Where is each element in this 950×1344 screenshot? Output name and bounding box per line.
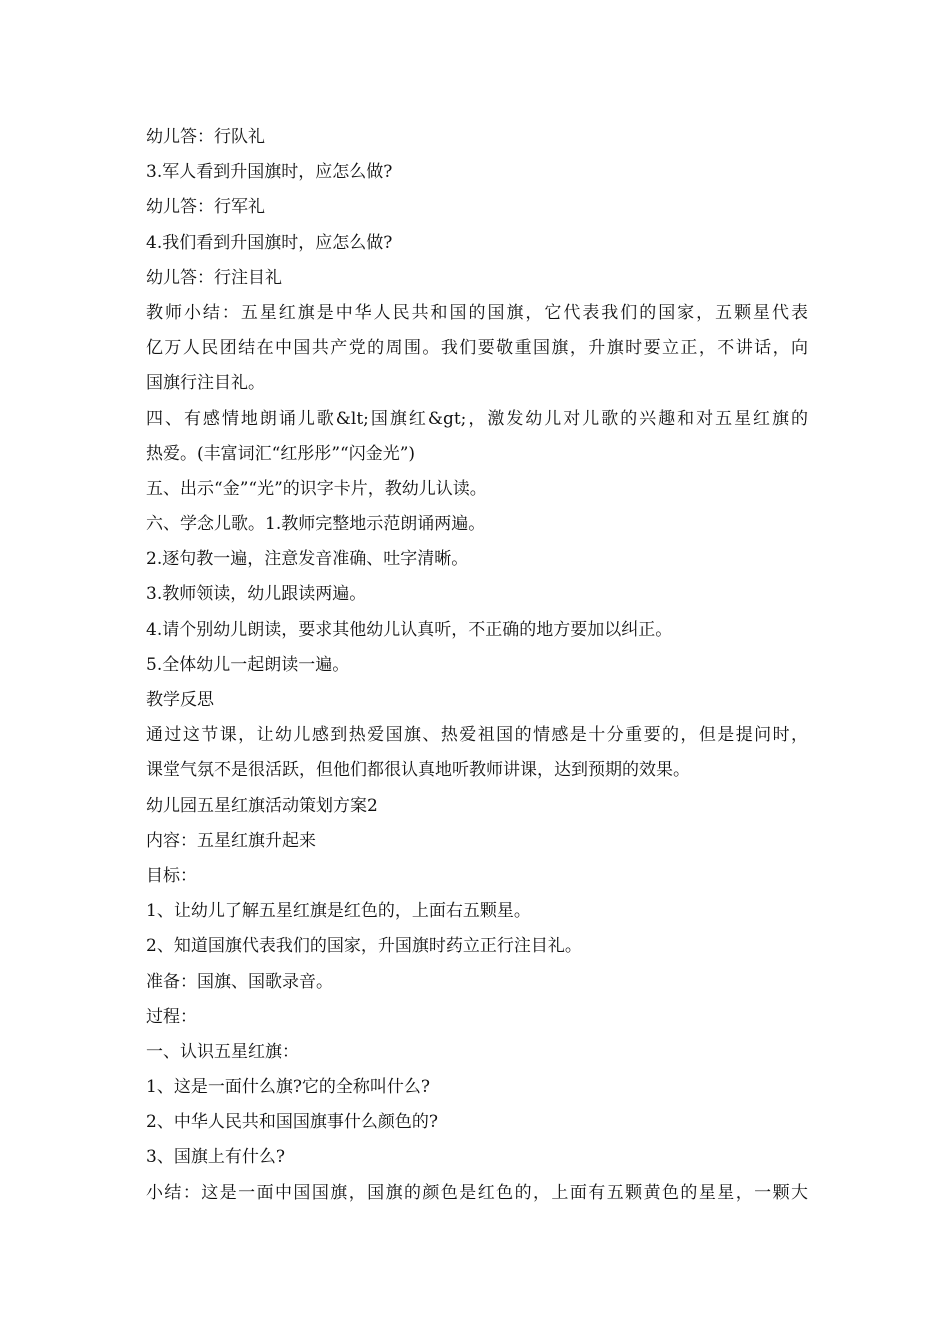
section-heading: 教学反思 [146, 690, 214, 710]
text-line: 目标： [146, 865, 197, 886]
text-line: 幼儿答：行军礼 [146, 197, 265, 218]
text-line: 亿万人民团结在中国共产党的周围。我们要敬重国旗，升旗时要立正，不讲话，向 [146, 338, 808, 359]
text-line: 内容：五星红旗升起来 [146, 830, 316, 851]
text-line: 过程： [146, 1006, 197, 1027]
text-line: 2、知道国旗代表我们的国家，升国旗时药立正行注目礼。 [146, 936, 582, 957]
document-body [146, 120, 808, 1211]
text-line: 五、出示“金”“光”的识字卡片，教幼儿认读。 [146, 478, 487, 499]
text-line: 教师小结：五星红旗是中华人民共和国的国旗，它代表我们的国家，五颗星代表 [146, 302, 808, 323]
text-line: 国旗行注目礼。 [146, 373, 265, 394]
text-line: 3.军人看到升国旗时，应怎么做? [146, 162, 393, 183]
text-line: 小结：这是一面中国国旗，国旗的颜色是红色的，上面有五颗黄色的星星，一颗大 [146, 1182, 808, 1203]
text-line: 一、认识五星红旗： [146, 1041, 299, 1062]
text-line: 3.教师领读，幼儿跟读两遍。 [146, 584, 367, 605]
text-line: 1、让幼儿了解五星红旗是红色的，上面右五颗星。 [146, 901, 531, 922]
text-line: 2、中华人民共和国国旗事什么颜色的? [146, 1112, 438, 1133]
text-line: 通过这节课，让幼儿感到热爱国旗、热爱祖国的情感是十分重要的，但是提问时， [146, 725, 808, 746]
text-line: 1、这是一面什么旗?它的全称叫什么? [146, 1077, 431, 1098]
text-line: 5.全体幼儿一起朗读一遍。 [146, 654, 350, 675]
text-line: 2.逐句教一遍，注意发音准确、吐字清晰。 [146, 549, 469, 570]
text-line: 4.我们看到升国旗时，应怎么做? [146, 232, 393, 253]
text-line: 幼儿答：行注目礼 [146, 267, 282, 288]
text-line: 4.请个别幼儿朗读，要求其他幼儿认真听，不正确的地方要加以纠正。 [146, 619, 673, 640]
text-line: 四、有感情地朗诵儿歌&lt;国旗红&gt;，激发幼儿对儿歌的兴趣和对五星红旗的 [146, 408, 808, 429]
text-line: 准备：国旗、国歌录音。 [146, 971, 333, 992]
text-line: 六、学念儿歌。1.教师完整地示范朗诵两遍。 [146, 514, 486, 535]
section-heading: 幼儿园五星红旗活动策划方案2 [146, 795, 378, 816]
text-line: 3、国旗上有什么? [146, 1147, 285, 1168]
text-line: 幼儿答：行队礼 [146, 127, 265, 147]
text-line: 课堂气氛不是很活跃，但他们都很认真地听教师讲课，达到预期的效果。 [146, 760, 690, 781]
text-line: 热爱。(丰富词汇“红彤彤”“闪金光”) [146, 443, 416, 464]
